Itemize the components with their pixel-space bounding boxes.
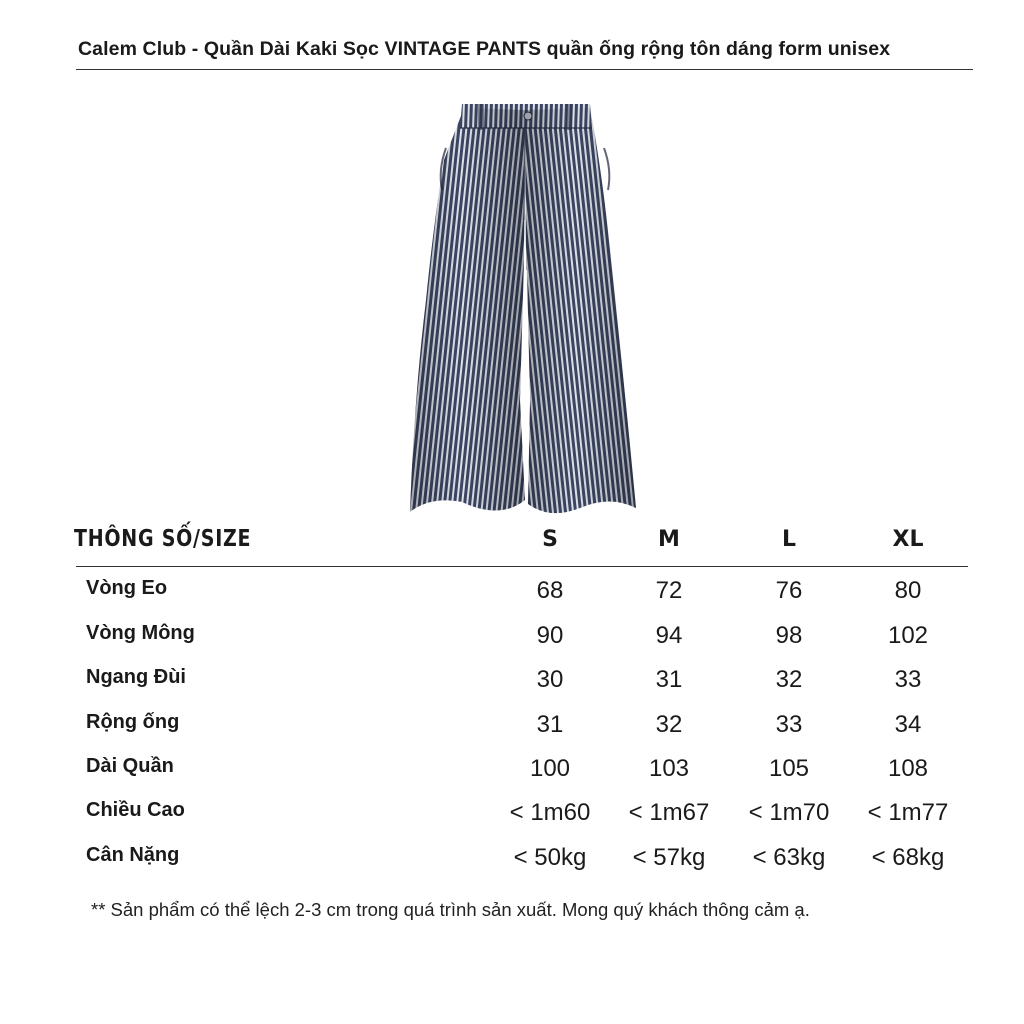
size-header-xl: XL	[892, 527, 924, 552]
table-cell: 31	[536, 711, 564, 738]
table-cell: < 1m67	[628, 799, 710, 826]
table-cell: 32	[775, 666, 803, 693]
row-label: Ngang Đùi	[86, 666, 186, 688]
size-header-s: S	[542, 527, 558, 552]
table-cell: 32	[655, 711, 683, 738]
table-row	[0, 755, 1024, 795]
table-cell: < 63kg	[752, 844, 826, 871]
table-cell: < 57kg	[632, 844, 706, 871]
table-cell: 31	[655, 666, 683, 693]
table-cell: 76	[775, 577, 803, 604]
table-cell: 72	[655, 577, 683, 604]
table-cell: 30	[536, 666, 564, 693]
size-table-header-label: THÔNG SỐ/SIZE	[74, 526, 252, 552]
table-cell: 33	[894, 666, 922, 693]
production-note: ** Sản phẩm có thể lệch 2-3 cm trong quá trình sản xuất. Mong quý khách thông cảm ạ.	[91, 899, 810, 920]
row-label: Rộng ống	[86, 711, 180, 733]
table-cell: 98	[775, 622, 803, 649]
product-image	[400, 100, 650, 520]
table-cell: < 1m60	[509, 799, 591, 826]
title-divider	[76, 69, 973, 70]
table-divider	[76, 566, 968, 567]
table-cell: 100	[529, 755, 571, 782]
table-row	[0, 666, 1024, 706]
table-cell: 103	[648, 755, 690, 782]
row-label: Dài Quần	[86, 755, 174, 777]
size-header-l: L	[781, 527, 797, 552]
product-title: Calem Club - Quần Dài Kaki Sọc VINTAGE PANTS quần ống rộng tôn dáng form unisex	[78, 38, 891, 60]
table-cell: 105	[768, 755, 810, 782]
table-row	[0, 844, 1024, 884]
table-row	[0, 577, 1024, 617]
row-label: Chiều Cao	[86, 799, 185, 821]
row-label: Cân Nặng	[86, 844, 180, 866]
table-row	[0, 799, 1024, 839]
row-label: Vòng Eo	[86, 577, 168, 599]
table-cell: < 68kg	[871, 844, 945, 871]
row-label: Vòng Mông	[86, 622, 195, 644]
table-cell: < 1m70	[748, 799, 830, 826]
table-row	[0, 711, 1024, 751]
table-row	[0, 622, 1024, 662]
table-cell: 90	[536, 622, 564, 649]
table-cell: 33	[775, 711, 803, 738]
size-table-header	[74, 526, 974, 558]
table-cell: 68	[536, 577, 564, 604]
table-cell: 102	[887, 622, 929, 649]
table-cell: 80	[894, 577, 922, 604]
table-cell: 108	[887, 755, 929, 782]
table-cell: < 1m77	[867, 799, 949, 826]
table-cell: 94	[655, 622, 683, 649]
table-cell: 34	[894, 711, 922, 738]
size-header-m: M	[658, 527, 680, 552]
table-cell: < 50kg	[513, 844, 587, 871]
